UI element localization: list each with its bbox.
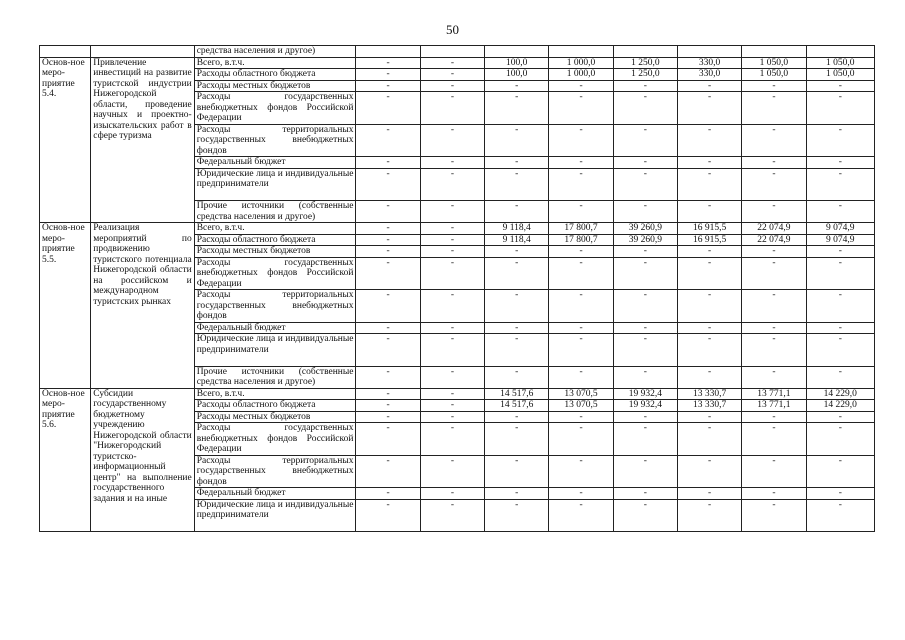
value-cell: -: [677, 488, 741, 500]
value-cell: -: [485, 334, 549, 367]
value-cell: -: [742, 488, 806, 500]
value-cell: -: [806, 322, 874, 334]
value-cell: -: [356, 499, 420, 532]
value-cell: -: [677, 201, 741, 223]
value-cell: -: [485, 423, 549, 456]
funding-source-cell: Расходы территориальных государственных внебюджетных фондов: [194, 124, 356, 157]
value-cell: 22 074,9: [742, 223, 806, 235]
value-cell: -: [742, 124, 806, 157]
value-cell: -: [485, 157, 549, 169]
code-cell: [40, 46, 91, 58]
table-row: [40, 223, 875, 235]
value-cell: -: [613, 488, 677, 500]
value-cell: -: [806, 334, 874, 367]
value-cell: -: [549, 168, 613, 201]
funding-source-cell: Расходы областного бюджета: [194, 400, 356, 412]
value-cell: 19 932,4: [613, 388, 677, 400]
value-cell: -: [677, 411, 741, 423]
value-cell: 19 932,4: [613, 400, 677, 412]
value-cell: -: [613, 257, 677, 290]
value-cell: -: [485, 499, 549, 532]
value-cell: -: [677, 168, 741, 201]
funding-source-cell: Федеральный бюджет: [194, 157, 356, 169]
value-cell: 1 000,0: [549, 69, 613, 81]
value-cell: -: [742, 246, 806, 258]
value-cell: -: [356, 366, 420, 388]
activity-name-cell: Реализация мероприятий по продвижению туристского потенциала Нижегородской области на российском и международном туристских рынках: [91, 223, 194, 389]
funding-source-cell: Расходы государственных внебюджетных фондов Российской Федерации: [194, 92, 356, 125]
value-cell: -: [356, 57, 420, 69]
value-cell: -: [613, 168, 677, 201]
value-cell: -: [549, 334, 613, 367]
value-cell: -: [742, 411, 806, 423]
value-cell: -: [806, 290, 874, 323]
value-cell: -: [485, 322, 549, 334]
value-cell: -: [420, 80, 484, 92]
value-cell: -: [420, 246, 484, 258]
value-cell: 1 050,0: [742, 69, 806, 81]
value-cell: -: [677, 423, 741, 456]
value-cell: -: [742, 366, 806, 388]
value-cell: -: [677, 290, 741, 323]
value-cell: -: [549, 80, 613, 92]
value-cell: -: [420, 234, 484, 246]
value-cell: -: [806, 80, 874, 92]
funding-source-cell: Прочие источники (собственные средства населения и другое): [194, 201, 356, 223]
value-cell: -: [420, 334, 484, 367]
value-cell: -: [356, 423, 420, 456]
value-cell: -: [356, 257, 420, 290]
value-cell: -: [742, 92, 806, 125]
activity-name-cell: Субсидии государственному бюджетному учреждению Нижегородской области "Нижегородский туристско-информационный центр" на выполнение государственного задания и на иные: [91, 388, 194, 532]
value-cell: -: [549, 366, 613, 388]
value-cell: -: [356, 234, 420, 246]
value-cell: -: [677, 322, 741, 334]
value-cell: -: [677, 366, 741, 388]
value-cell: -: [356, 388, 420, 400]
funding-source-cell: Расходы территориальных государственных внебюджетных фондов: [194, 290, 356, 323]
table-row: [40, 388, 875, 400]
funding-source-cell: Расходы областного бюджета: [194, 69, 356, 81]
value-cell: -: [677, 499, 741, 532]
value-cell: 16 915,5: [677, 223, 741, 235]
value-cell: -: [677, 257, 741, 290]
value-cell: -: [549, 499, 613, 532]
value-cell: -: [806, 257, 874, 290]
value-cell: -: [613, 334, 677, 367]
value-cell: 1 250,0: [613, 69, 677, 81]
funding-source-cell: Прочие источники (собственные средства населения и другое): [194, 366, 356, 388]
value-cell: 39 260,9: [613, 223, 677, 235]
value-cell: -: [549, 124, 613, 157]
activity-name-cell: Привлечение инвестиций на развитие туристской индустрии Нижегородской области, проведение научных и проектно-изыскательских работ в сфере туризма: [91, 57, 194, 223]
value-cell: 14 229,0: [806, 400, 874, 412]
value-cell: 13 771,1: [742, 388, 806, 400]
value-cell: -: [356, 168, 420, 201]
value-cell: -: [613, 246, 677, 258]
value-cell: -: [485, 201, 549, 223]
funding-source-cell: Расходы местных бюджетов: [194, 411, 356, 423]
funding-source-cell: Всего, в.т.ч.: [194, 388, 356, 400]
value-cell: -: [356, 411, 420, 423]
value-cell: -: [420, 69, 484, 81]
funding-source-cell: Федеральный бюджет: [194, 322, 356, 334]
value-cell: 1 050,0: [806, 69, 874, 81]
value-cell: -: [549, 290, 613, 323]
value-cell: -: [806, 366, 874, 388]
value-cell: -: [806, 488, 874, 500]
value-cell: -: [356, 201, 420, 223]
value-cell: 14 229,0: [806, 388, 874, 400]
value-cell: -: [356, 124, 420, 157]
funding-source-cell: Всего, в.т.ч.: [194, 57, 356, 69]
value-cell: -: [677, 124, 741, 157]
value-cell: -: [549, 322, 613, 334]
value-cell: -: [356, 334, 420, 367]
value-cell: -: [485, 455, 549, 488]
value-cell: -: [549, 488, 613, 500]
value-cell: 100,0: [485, 69, 549, 81]
value-cell: -: [420, 366, 484, 388]
value-cell: -: [742, 201, 806, 223]
value-cell: -: [356, 400, 420, 412]
value-cell: -: [613, 201, 677, 223]
value-cell: -: [485, 411, 549, 423]
value-cell: -: [613, 290, 677, 323]
value-cell: -: [485, 257, 549, 290]
value-cell: -: [742, 257, 806, 290]
value-cell: 1 000,0: [549, 57, 613, 69]
value-cell: -: [356, 455, 420, 488]
value-cell: -: [420, 400, 484, 412]
value-cell: -: [420, 499, 484, 532]
table-body: [40, 46, 875, 532]
value-cell: -: [742, 455, 806, 488]
value-cell: -: [613, 80, 677, 92]
value-cell: -: [613, 423, 677, 456]
funding-source-cell: Расходы местных бюджетов: [194, 246, 356, 258]
value-cell: 330,0: [677, 69, 741, 81]
value-cell: -: [806, 423, 874, 456]
value-cell: -: [420, 168, 484, 201]
value-cell: -: [742, 157, 806, 169]
value-cell: 1 050,0: [742, 57, 806, 69]
value-cell: 9 074,9: [806, 234, 874, 246]
value-cell: -: [485, 124, 549, 157]
value-cell: -: [806, 246, 874, 258]
funding-source-cell: Юридические лица и индивидуальные предприниматели: [194, 168, 356, 201]
value-cell: -: [485, 366, 549, 388]
value-cell: -: [420, 290, 484, 323]
value-cell: -: [356, 223, 420, 235]
budget-table: [39, 45, 875, 532]
value-cell: -: [549, 411, 613, 423]
value-cell: 100,0: [485, 57, 549, 69]
value-cell: -: [677, 334, 741, 367]
value-cell: -: [420, 57, 484, 69]
value-cell: -: [356, 80, 420, 92]
value-cell: -: [806, 124, 874, 157]
value-cell: -: [806, 411, 874, 423]
value-cell: -: [677, 246, 741, 258]
value-cell: 9 118,4: [485, 234, 549, 246]
name-cell: [91, 46, 194, 58]
value-cell: -: [356, 157, 420, 169]
value-cell: -: [420, 201, 484, 223]
value-cell: 330,0: [677, 57, 741, 69]
value-cell: -: [742, 168, 806, 201]
value-cell: -: [549, 423, 613, 456]
funding-source-cell: Расходы местных бюджетов: [194, 80, 356, 92]
value-cell: -: [356, 322, 420, 334]
value-cell: -: [356, 246, 420, 258]
value-cell: -: [420, 124, 484, 157]
value-cell: -: [806, 201, 874, 223]
value-cell: 1 250,0: [613, 57, 677, 69]
value-cell: -: [485, 92, 549, 125]
value-cell: -: [613, 157, 677, 169]
value-cell: -: [485, 168, 549, 201]
funding-source-cell: Расходы территориальных государственных внебюджетных фондов: [194, 455, 356, 488]
value-cell: -: [549, 157, 613, 169]
value-cell: -: [742, 499, 806, 532]
activity-code-cell: Основ-ное меро-приятие 5.6.: [40, 388, 91, 532]
value-cell: -: [420, 223, 484, 235]
value-cell: -: [613, 455, 677, 488]
value-cell: 39 260,9: [613, 234, 677, 246]
activity-code-cell: Основ-ное меро-приятие 5.4.: [40, 57, 91, 223]
value-cell: -: [420, 388, 484, 400]
page-number: 50: [446, 22, 459, 37]
value-cell: 9 118,4: [485, 223, 549, 235]
value-cell: 13 330,7: [677, 388, 741, 400]
value-cell: -: [677, 92, 741, 125]
value-cell: -: [613, 124, 677, 157]
value-cell: -: [742, 80, 806, 92]
value-cell: -: [420, 423, 484, 456]
value-cell: -: [549, 257, 613, 290]
value-cell: -: [549, 455, 613, 488]
continuation-row: [40, 46, 875, 58]
value-cell: 9 074,9: [806, 223, 874, 235]
value-cell: -: [420, 488, 484, 500]
value-cell: 13 070,5: [549, 388, 613, 400]
value-cell: -: [549, 201, 613, 223]
value-cell: 14 517,6: [485, 400, 549, 412]
value-cell: -: [613, 322, 677, 334]
value-cell: -: [549, 246, 613, 258]
value-cell: -: [742, 423, 806, 456]
value-cell: -: [806, 168, 874, 201]
value-cell: -: [677, 157, 741, 169]
funding-source-cell: Юридические лица и индивидуальные предприниматели: [194, 499, 356, 532]
value-cell: 17 800,7: [549, 234, 613, 246]
table-row: [40, 57, 875, 69]
value-cell: -: [806, 499, 874, 532]
value-cell: -: [742, 290, 806, 323]
value-cell: 14 517,6: [485, 388, 549, 400]
value-cell: -: [356, 290, 420, 323]
funding-source-cell: Расходы государственных внебюджетных фондов Российской Федерации: [194, 257, 356, 290]
funding-source-cell: Федеральный бюджет: [194, 488, 356, 500]
value-cell: -: [420, 92, 484, 125]
value-cell: 17 800,7: [549, 223, 613, 235]
value-cell: -: [420, 411, 484, 423]
funding-source-cell: Расходы государственных внебюджетных фондов Российской Федерации: [194, 423, 356, 456]
value-cell: 13 771,1: [742, 400, 806, 412]
value-cell: 13 070,5: [549, 400, 613, 412]
value-cell: -: [677, 455, 741, 488]
value-cell: -: [356, 92, 420, 125]
value-cell: 1 050,0: [806, 57, 874, 69]
value-cell: -: [806, 92, 874, 125]
value-cell: 16 915,5: [677, 234, 741, 246]
activity-code-cell: Основ-ное меро-приятие 5.5.: [40, 223, 91, 389]
value-cell: -: [613, 411, 677, 423]
value-cell: -: [485, 80, 549, 92]
value-cell: -: [420, 157, 484, 169]
value-cell: -: [742, 334, 806, 367]
value-cell: -: [485, 488, 549, 500]
value-cell: 13 330,7: [677, 400, 741, 412]
funding-source-cell: Юридические лица и индивидуальные предприниматели: [194, 334, 356, 367]
value-cell: -: [613, 366, 677, 388]
value-cell: -: [742, 322, 806, 334]
value-cell: -: [613, 499, 677, 532]
value-cell: -: [485, 290, 549, 323]
value-cell: -: [356, 488, 420, 500]
value-cell: -: [420, 455, 484, 488]
value-cell: -: [485, 246, 549, 258]
source-cell: средства населения и другое): [194, 46, 356, 58]
value-cell: -: [420, 322, 484, 334]
value-cell: 22 074,9: [742, 234, 806, 246]
value-cell: -: [420, 257, 484, 290]
value-cell: -: [806, 455, 874, 488]
value-cell: -: [549, 92, 613, 125]
value-cell: -: [677, 80, 741, 92]
value-cell: -: [613, 92, 677, 125]
value-cell: -: [356, 69, 420, 81]
funding-source-cell: Расходы областного бюджета: [194, 234, 356, 246]
value-cell: -: [806, 157, 874, 169]
funding-source-cell: Всего, в.т.ч.: [194, 223, 356, 235]
